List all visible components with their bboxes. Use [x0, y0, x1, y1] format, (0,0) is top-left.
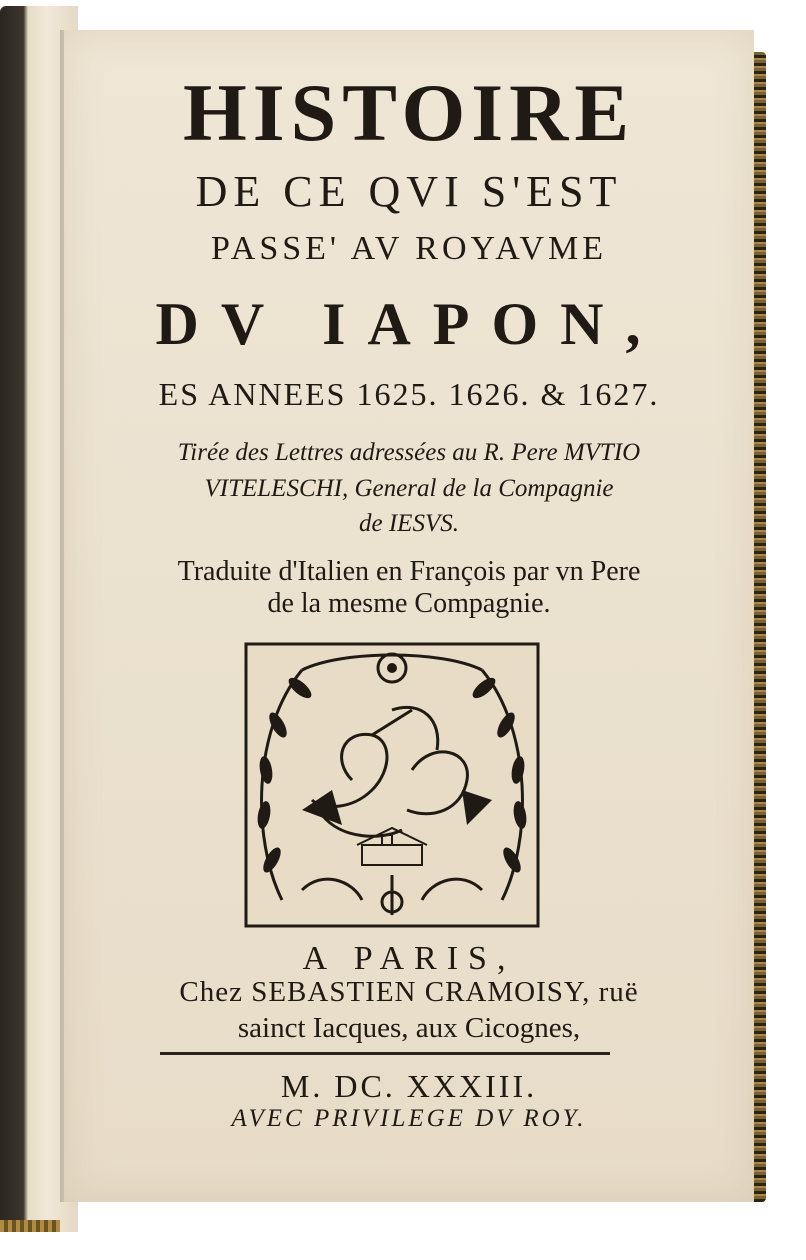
subtitle-line-1: Tirée des Lettres adressées au R. Pere MVTIO [177, 439, 641, 466]
imprint-city: A PARIS, [302, 940, 516, 977]
subtitle-line-2: VITELESCHI, General de la Compagnie [204, 475, 614, 502]
imprint-printer: Chez SEBASTIEN CRAMOISY, ruë [179, 976, 639, 1008]
title-years: ES ANNEES 1625. 1626. & 1627. [158, 376, 660, 412]
subtitle-line-3: de IESVS. [359, 510, 459, 537]
title-page [64, 30, 754, 1202]
imprint-address: sainct Iacques, aux Cicognes, [237, 1012, 581, 1044]
divider-rule [160, 1052, 610, 1055]
royal-privilege: AVEC PRIVILEGE DV ROY. [231, 1105, 587, 1132]
printer-device-woodcut [242, 640, 542, 930]
title-line-2: DE CE QVI S'EST [195, 167, 623, 216]
translation-note-1: Traduite d'Italien en François par vn Pere [177, 556, 641, 587]
title-line-3: PASSE' AV ROYAVME [210, 230, 608, 267]
imprint-date: M. DC. XXXIII. [280, 1068, 538, 1104]
translation-note-2: de la mesme Compagnie. [267, 588, 551, 619]
gilt-edge [0, 1220, 60, 1232]
title-iapon: DV IAPON, [155, 291, 663, 357]
title-histoire: HISTOIRE [182, 67, 636, 158]
